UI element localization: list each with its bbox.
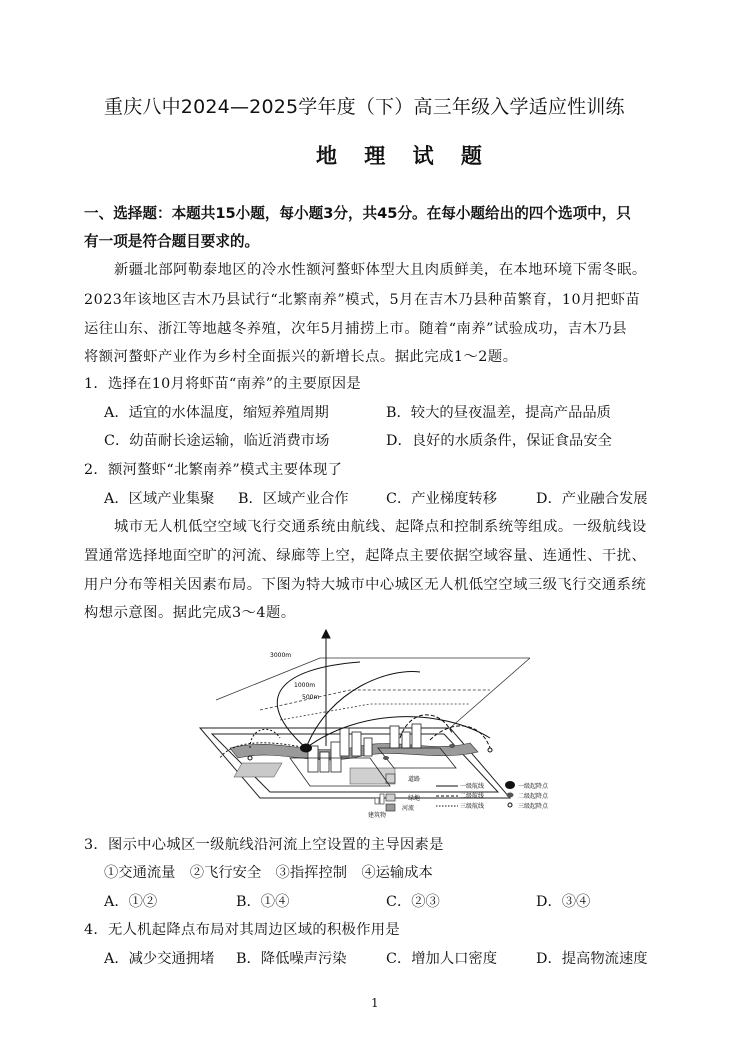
vertical-axis xyxy=(322,630,330,746)
q4-option-c: C．增加人口密度 xyxy=(386,951,498,967)
q4-option-b: B．降低噪声污染 xyxy=(236,951,347,967)
legend-point1: 一级起降点 xyxy=(518,783,549,790)
green-area xyxy=(234,763,282,777)
section-heading-line1: 一、选择题：本题共15小题，每小题3分，共45分。在每小题给出的四个选项中，只 xyxy=(84,205,631,222)
q2-option-b: B．区域产业合作 xyxy=(238,491,349,507)
q2-option-a: A．区域产业集聚 xyxy=(104,491,215,507)
q4-option-a: A．减少交通拥堵 xyxy=(104,951,215,967)
q3-stem: 3．图示中心城区一级航线沿河流上空设置的主导因素是 xyxy=(84,837,444,853)
legend-road: 道路 xyxy=(408,776,421,783)
altitude-planes xyxy=(216,658,530,728)
exam-title: 重庆八中2024—2025学年度（下）高三年级入学适应性训练 xyxy=(104,96,625,118)
q3-factors: ①交通流量 ②飞行安全 ③指挥控制 ④运输成本 xyxy=(104,865,433,881)
legend-building: 建筑物 xyxy=(368,812,387,819)
green-area xyxy=(350,768,395,784)
passage1-line: 2023年该地区吉木乃县试行“北繁南养”模式，5月在吉木乃县种苗繁育，10月把虾苗 xyxy=(84,292,641,308)
q1-option-a: A．适宜的水体温度，缩短养殖周期 xyxy=(104,405,329,421)
q2-stem: 2．额河螯虾“北繁南养”模式主要体现了 xyxy=(84,462,343,478)
legend-point2: 二级起降点 xyxy=(518,793,549,800)
q3-option-d: D．③④ xyxy=(536,894,591,910)
passage2-line: 构想示意图。据此完成3～4题。 xyxy=(84,605,296,621)
q2-option-d: D．产业融合发展 xyxy=(536,491,648,507)
q3-option-c: C．②③ xyxy=(386,894,440,910)
q3-option-a: A．①② xyxy=(104,894,158,910)
passage1-line: 将额河螯虾产业作为乡村全面振兴的新增长点。据此完成1～2题。 xyxy=(84,349,518,365)
legend-green: 绿地 xyxy=(408,795,421,802)
passage2-line: 城市无人机低空空域飞行交通系统由航线、起降点和控制系统等组成。一级航线设 xyxy=(114,519,647,535)
legend-point3: 三级起降点 xyxy=(518,803,549,810)
q4-option-d: D．提高物流速度 xyxy=(536,951,648,967)
legend-river: 河流 xyxy=(402,805,415,812)
q4-stem: 4．无人机起降点布局对其周边区域的积极作用是 xyxy=(84,922,400,938)
label-1000m: 1000m xyxy=(294,682,316,689)
uav-airspace-diagram xyxy=(190,628,590,823)
section-heading-line2: 有一项是符合题目要求的。 xyxy=(84,233,260,250)
passage2-line: 置通常选择地面空旷的河流、绿廊等上空，起降点主要依据空域容量、连通性、干扰、 xyxy=(84,548,647,564)
subject-title: 地 理 试 题 xyxy=(316,144,492,168)
page-number: 1 xyxy=(371,996,379,1010)
legend-route2: 二级航线 xyxy=(460,793,485,800)
label-3000m: 3000m xyxy=(270,652,292,659)
legend-route1: 一级航线 xyxy=(460,783,485,790)
q3-option-b: B．①④ xyxy=(236,894,290,910)
label-500m: 500m xyxy=(302,694,320,701)
q1-stem: 1．选择在10月将虾苗“南养”的主要原因是 xyxy=(84,376,361,392)
q1-option-c: C．幼苗耐长途运输，临近消费市场 xyxy=(104,433,330,449)
legend xyxy=(368,774,549,819)
q2-option-c: C．产业梯度转移 xyxy=(386,491,498,507)
legend-route3: 三级航线 xyxy=(460,803,485,810)
q1-option-b: B．较大的昼夜温差，提高产品品质 xyxy=(386,405,611,421)
passage1-line: 运往山东、浙江等地越冬养殖，次年5月捕捞上市。随着“南养”试验成功，吉木乃县 xyxy=(84,321,628,337)
q1-option-d: D．良好的水质条件，保证食品安全 xyxy=(386,433,612,449)
passage1-line: 新疆北部阿勒泰地区的冷水性额河螯虾体型大且肉质鲜美，在本地环境下需冬眠。 xyxy=(114,262,647,278)
passage2-line: 用户分布等相关因素布局。下图为特大城市中心城区无人机低空空域三级飞行交通系统 xyxy=(84,577,647,593)
primary-takeoff-point xyxy=(300,744,312,753)
